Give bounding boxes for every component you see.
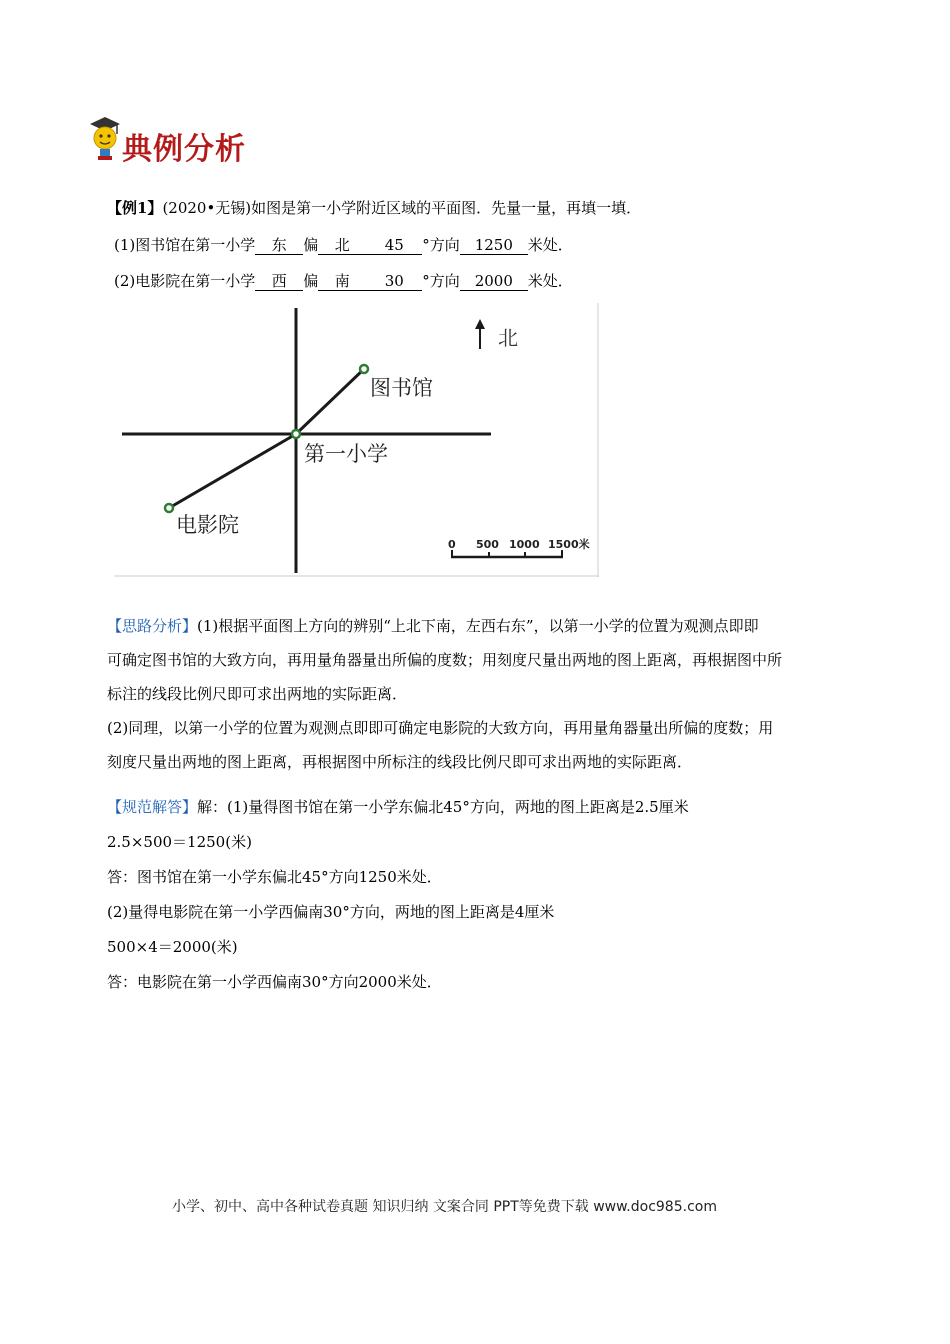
q1-blank-distance: 1250: [460, 236, 528, 255]
scale-label-500: 500: [476, 538, 499, 551]
q1-suffix: 米处．: [527, 236, 573, 254]
solution-line-2: 2.5×500＝1250(米): [107, 833, 252, 851]
analysis-text-1: (1)根据平面图上方向的辨别“上北下南，左西右东”，以第一小学的位置为观测点即即: [197, 617, 759, 635]
school-point: [292, 430, 300, 438]
route-to-cinema: [169, 434, 296, 508]
section-title: 典例分析: [122, 132, 246, 167]
solution-line-5: 500×4＝2000(米): [107, 938, 238, 956]
q1-mid2: °方向: [422, 236, 460, 254]
north-arrowhead-icon: [475, 319, 485, 329]
q1-prefix: (1)图书馆在第一小学: [114, 236, 256, 254]
school-label: 第一小学: [304, 442, 388, 466]
scale-label-0: 0: [448, 538, 456, 551]
solution-text-1: 解：(1)量得图书馆在第一小学东偏北45°方向，两地的图上距离是2.5厘米: [197, 798, 689, 816]
scale-label-1000: 1000: [509, 538, 540, 551]
route-to-library: [296, 369, 364, 434]
solution-block: [107, 790, 867, 1000]
analysis-tag: 【思路分析】: [107, 617, 198, 635]
solution-tag: 【规范解答】: [107, 798, 198, 816]
library-point: [360, 365, 368, 373]
q1-mid: 偏: [303, 236, 319, 254]
q1-blank-direction: 东: [255, 236, 303, 255]
q2-blank-side: 南: [318, 272, 366, 291]
example-intro-line: [107, 197, 641, 219]
library-label: 图书馆: [370, 376, 433, 400]
q2-blank-angle: 30: [366, 272, 422, 291]
solution-line-3: 答：图书馆在第一小学东偏北45°方向1250米处．: [107, 868, 442, 886]
analysis-line-2: 可确定图书馆的大致方向，再用量角器量出所偏的度数；用刻度尺量出两地的图上距离，再根据图中所: [107, 651, 783, 669]
analysis-line-1: [107, 609, 867, 643]
page-footer: 小学、初中、高中各种试卷真题 知识归纳 文案合同 PPT等免费下载 www.doc985.com: [172, 1199, 717, 1215]
scale-label-1500: 1500米: [548, 538, 590, 551]
q2-suffix: 米处．: [527, 272, 573, 290]
q2-prefix: (2)电影院在第一小学: [114, 272, 256, 290]
q2-blank-distance: 2000: [460, 272, 528, 291]
north-label: 北: [498, 326, 518, 350]
analysis-line-4: (2)同理，以第一小学的位置为观测点即即可确定电影院的大致方向，再用量角器量出所偏的度数；用: [107, 719, 774, 737]
q1-blank-angle: 45: [366, 236, 422, 255]
solution-line-6: 答：电影院在第一小学西偏南30°方向2000米处．: [107, 973, 442, 991]
q2-mid2: °方向: [422, 272, 460, 290]
analysis-paragraph: [107, 609, 867, 779]
area-map-figure: [114, 303, 599, 577]
q1-blank-side: 北: [318, 236, 366, 255]
cinema-point: [165, 504, 173, 512]
mascot-graduate-icon: [86, 112, 124, 170]
question-1: [114, 234, 573, 256]
analysis-line-3: 标注的线段比例尺即可求出两地的实际距离．: [107, 685, 408, 703]
q2-blank-direction: 西: [255, 272, 303, 291]
q2-mid: 偏: [303, 272, 319, 290]
section-header: [86, 112, 276, 170]
cinema-label: 电影院: [176, 513, 239, 537]
example-tag: 【例1】: [107, 199, 163, 217]
solution-line-4: (2)量得电影院在第一小学西偏南30°方向，两地的图上距离是4厘米: [107, 903, 555, 921]
example-intro: (2020•无锡)如图是第一小学附近区域的平面图．先量一量，再填一填．: [162, 199, 642, 217]
scale-bar: [448, 537, 590, 557]
question-2: [114, 270, 573, 292]
analysis-line-5: 刻度尺量出两地的图上距离，再根据图中所标注的线段比例尺即可求出两地的实际距离．: [107, 753, 693, 771]
solution-line-1: [107, 790, 867, 825]
